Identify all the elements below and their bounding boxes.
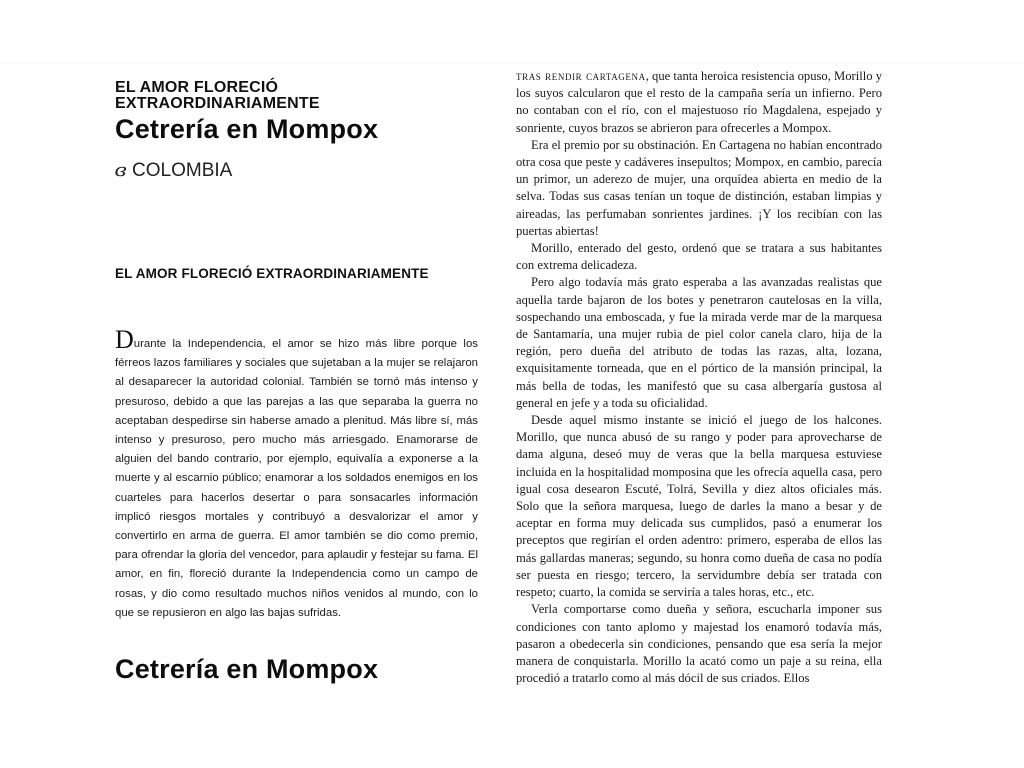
chapter-kicker: EL AMOR FLORECIÓ EXTRAORDINARIAMENTE — [115, 79, 320, 112]
section-heading: EL AMOR FLORECIÓ EXTRAORDINARIAMENTE — [115, 266, 429, 281]
chapter-title: Cetrería en Mompox — [115, 114, 379, 144]
opening-smallcaps: tras rendir cartagena — [516, 69, 646, 83]
chapter-title-bottom: Cetrería en Mompox — [115, 654, 379, 684]
country-label: COLOMBIA — [132, 160, 233, 181]
body-paragraph: Era el premio por su obstinación. En Cartagena no habían encontrado otra cosa que peste y cadáveres insepultos; Mompox, en cambio, parecía un primor, un aderezo de mujer, una orquídea abierta en medio de la selva. Todas sus casas tenían un toque de distinción, estaban limpias y aireadas, las perfumaban sonrientes jardines. ¡Y los recibían con las puertas abiertas! — [516, 137, 882, 238]
right-page-body — [516, 68, 882, 687]
intro-paragraph — [115, 325, 478, 623]
country-line — [115, 160, 478, 182]
paragraph-text: , que tanta heroica resistencia opuso, Morillo y los suyos calcularon que el resto de la campaña sería un infierno. Pero no contaban con el río, con el majestuoso río Magdalena, espejado y sonriente, cuyos brazos se abrieron para ofrecerles a Mompox. — [516, 69, 882, 135]
body-paragraph — [516, 68, 882, 137]
top-margin — [0, 0, 1024, 64]
ornament-swash-icon: ɞ — [114, 160, 127, 181]
body-paragraph: Verla comportarse como dueña y señora, escucharla imponer sus condiciones con tanto aplomo y majestad los enamoró todavía más, pasaron a obedecerla sin condiciones, pensando que esa sería la mejor manera de conquistarla. Morillo la acató como un paje a su reina, ella procedió a tratarlo como al más dócil de sus criados. Ellos — [516, 602, 882, 686]
body-paragraph: Morillo, enterado del gesto, ordenó que se tratara a sus habitantes con extrema delicadeza. — [516, 241, 882, 273]
intro-text: urante la Independencia, el amor se hizo más libre porque los férreos lazos familiares y sociales que sujetaban a la mujer se relajaron al desaparecer la autoridad colonial. También se tornó más intenso y presuroso, debido a que las parejas a las que separaba la guerra no aceptaban despedirse sin haberse amado a plenitud. Más libre sí, más intenso y presuroso, pero mucho más arriesgado. Enamorarse de alguien del bando contrario, por ejemplo, equivalía a exponerse a la muerte y al escarnio público; enamorar a los soldados enemigos en los cuarteles para hacerlos desertar o para sonsacarles información implicó riesgos mortales y contribuyó a desvalorizar el amor y convertirlo en arma de guerra. El amor también se dio como premio, para ofrendar la gloria del vencedor, para aplaudir y festejar su fama. El amor, en fin, floreció durante la Independencia como un campo de rosas, y dio como resultado muchos niños venidos al mundo, con lo que se repusieron en algo las bajas sufridas. — [115, 338, 478, 619]
body-paragraph: Desde aquel mismo instante se inició el juego de los halcones. Morillo, que nunca abusó de su rango y poder para aprovecharse de dama alguna, deseó muy de veras que la bella marquesa estuviese incluida en la hospitalidad momposina que les ofrecía aquella casa, pero igual cosa desearon Escuté, Tolrá, Sevilla y diez altos oficiales más. Solo que la señora marquesa, luego de darles la mano a besar y de aceptar en forma muy delicada sus cumplidos, pasó a enumerar los preceptos que regirían el orden adentro: primero, esperaba de ellos las más gallardas maneras; segundo, su honra como dueña de casa no podía ser puesta en riesgo; tercero, la servidumbre debía ser tratada con respeto; cuarto, la comida se serviría a tales horas, etc., etc. — [516, 413, 882, 600]
left-page-header — [115, 80, 478, 182]
drop-cap: D — [115, 325, 134, 354]
body-paragraph: Pero algo todavía más grato esperaba a las avanzadas realistas que aquella tarde bajaron de los botes y penetraron cautelosas en la villa, sospechando una emboscada, y fue la mirada verde mar de la marquesa de Santamaría, una mujer rubia de piel color canela claro, hija de la región, pero dueña del atributo de todas las razas, alta, lozana, exquisitamente torneada, que en el pórtico de la mansión principal, la más bella de todas, les manifestó que su casa albergaría gustosa al general en jefe y a toda su oficialidad. — [516, 275, 882, 410]
